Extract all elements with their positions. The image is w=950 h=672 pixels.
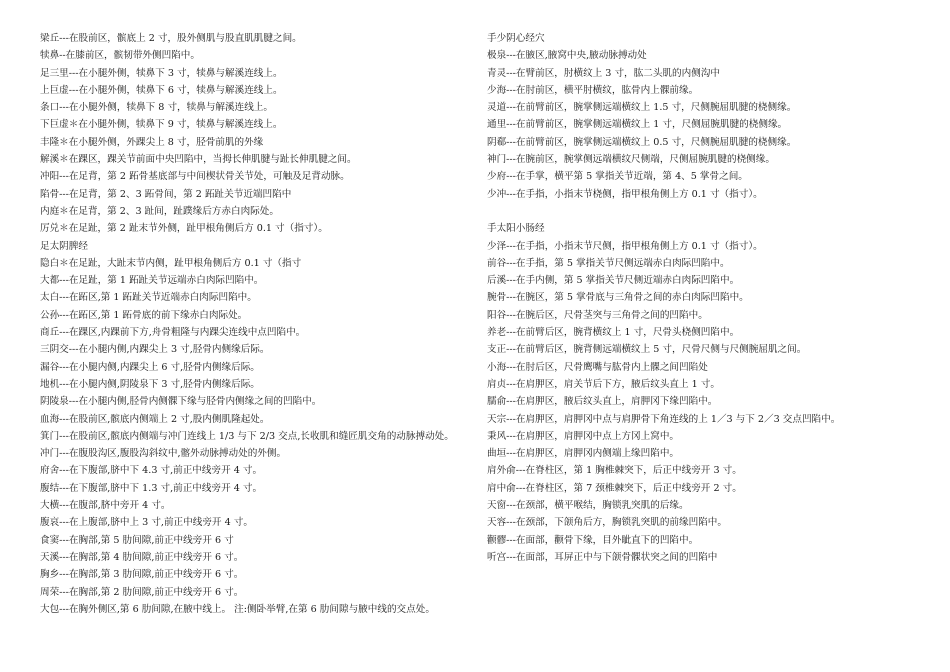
left-column-line: 足太阴脾经 — [40, 240, 88, 252]
left-column-line: 大包---在胸外侧区,第 6 肋间隙,在腋中线上。 注:侧卧举臂,在第 6 肋间隙与腋中线的交点处。 — [40, 603, 435, 615]
left-column-line: 腹结---在下腹部,脐中下 1.3 寸,前正中线旁开 4 寸。 — [40, 482, 263, 494]
left-column-line: 犊鼻--在膝前区，髌韧带外侧凹陷中。 — [40, 50, 200, 62]
left-column-line: 足三里---在小腿外侧，犊鼻下 3 寸，犊鼻与解溪连线上。 — [40, 67, 283, 79]
right-column-line: 前谷---在手指，第 5 掌指关节尺侧远端赤白肉际凹陷中。 — [487, 257, 730, 269]
right-column-line: 少海---在肘前区，横平肘横纹，肱骨内上髁前缘。 — [487, 84, 699, 96]
left-column-line: 冲阳---在足背，第 2 跖骨基底部与中间楔状骨关节处，可触及足背动脉。 — [40, 171, 350, 183]
left-column-line: 地机---在小腿内侧,阴陵泉下 3 寸,胫骨内侧缘后际。 — [40, 378, 260, 390]
left-column-line: 大都---在足趾，第 1 跖趾关节远端赤白肉际凹陷中。 — [40, 275, 264, 287]
left-column-line: 下巨虚＊在小腿外侧，犊鼻下 9 寸，犊鼻与解溪连线上。 — [40, 119, 283, 131]
left-column-line: 隐白＊在足趾，大趾末节内侧，趾甲根角侧后方 0.1 寸（指寸 — [40, 257, 302, 269]
right-column-line — [487, 203, 927, 220]
right-column-line: 通里---在前臂前区，腕掌侧远端横纹上 1 寸，尺侧屈腕肌腱的桡侧缘。 — [487, 119, 788, 131]
right-column-line: 少冲---在手指，小指末节桡侧，指甲根角侧上方 0.1 寸（指寸）。 — [487, 188, 763, 200]
left-column-line: 公孙---在跖区,第 1 跖骨底的前下缘赤白肉际处。 — [40, 309, 248, 321]
right-column-line: 极泉---在腋区,腋窝中央,腋动脉搏动处 — [487, 50, 647, 62]
left-column-line: 太白---在跖区,第 1 跖趾关节近端赤白肉际凹陷中。 — [40, 292, 257, 304]
left-column-line: 厉兑＊在足趾，第 2 趾末节外侧，趾甲根角侧后方 0.1 寸（指寸）。 — [40, 223, 328, 235]
left-column-line: 丰隆＊在小腿外侧，外踝尖上 8 寸，胫骨前肌的外缘 — [40, 136, 264, 148]
right-column-line: 腕骨---在腕区，第 5 掌骨底与三角骨之间的赤白肉际凹陷中。 — [487, 292, 749, 304]
right-column-line: 肩贞---在肩胛区，肩关节后下方，腋后纹头直上 1 寸。 — [487, 378, 720, 390]
left-column-line: 食窦---在胸部,第 5 肋间隙,前正中线旁开 6 寸 — [40, 534, 234, 546]
left-column-line: 冲门---在腹股沟区,腹股沟斜纹中,髂外动脉搏动处的外侧。 — [40, 448, 287, 460]
right-column-line: 秉风---在肩胛区，肩胛冈中点上方冈上窝中。 — [487, 430, 680, 442]
right-column-line: 养老---在前臂后区，腕背横纹上 1 寸，尺骨头桡侧凹陷中。 — [487, 327, 740, 339]
left-column-line: 陷骨---在足背，第 2、3 跖骨间，第 2 跖趾关节近端凹陷中 — [40, 188, 292, 200]
right-column-line: 阴郗---在前臂前区，腕掌侧远端横纹上 0.5 寸，尺侧腕屈肌腱的桡侧缘。 — [487, 136, 797, 148]
right-column-line: 颧髎---在面部，颧骨下缘，目外眦直下的凹陷中。 — [487, 534, 699, 546]
left-column-line: 胸乡---在胸部,第 3 肋间隙,前正中线旁开 6 寸。 — [40, 569, 244, 581]
left-column-line: 府舍---在下腹部,脐中下 4.3 寸,前正中线旁开 4 寸。 — [40, 465, 263, 477]
right-column-line: 阳谷---在腕后区，尺骨茎突与三角骨之间的凹陷中。 — [487, 309, 708, 321]
left-column-line: 天溪---在胸部,第 4 肋间隙,前正中线旁开 6 寸。 — [40, 551, 244, 563]
left-column-line: 三阴交---在小腿内侧,内踝尖上 3 寸,胫骨内侧缘后际。 — [40, 344, 270, 356]
left-column-line: 条口---在小腿外侧，犊鼻下 8 寸，犊鼻与解溪连线上。 — [40, 102, 273, 114]
left-column-line: 周荣---在胸部,第 2 肋间隙,前正中线旁开 6 寸。 — [40, 586, 244, 598]
right-column-line: 手少阴心经穴 — [487, 33, 545, 44]
left-column-line: 上巨虚---在小腿外侧，犊鼻下 6 寸，犊鼻与解溪连线上。 — [40, 84, 283, 96]
right-column-line: 手太阳小肠经 — [487, 223, 545, 235]
left-column-line: 漏谷---在小腿内侧,内踝尖上 6 寸,胫骨内侧缘后际。 — [40, 361, 260, 373]
left-column-line: 大横---在腹部,脐中旁开 4 寸。 — [40, 500, 171, 512]
right-column-line: 后溪---在手内侧，第 5 掌指关节尺侧近端赤白肉际凹陷中。 — [487, 275, 740, 287]
right-column-line: 青灵---在臂前区，肘横纹上 3 寸，肱二头肌的内侧沟中 — [487, 67, 720, 79]
right-column-line: 天容---在颈部，下颌角后方，胸锁乳突肌的前缘凹陷中。 — [487, 517, 727, 529]
left-column-line: 阴陵泉---在小腿内侧,胫骨内侧髁下缘与胫骨内侧缘之间的凹陷中。 — [40, 396, 322, 408]
right-column-line: 灵道---在前臂前区，腕掌侧远端横纹上 1.5 寸，尺侧腕屈肌腱的桡侧缘。 — [487, 102, 797, 114]
right-column-line: 支正---在前臂后区，腕背侧远端横纹上 5 寸，尺骨尺侧与尺侧腕屈肌之间。 — [487, 344, 807, 356]
right-column-line: 天宗---在肩胛区，肩胛冈中点与肩胛骨下角连线的上 1／3 与下 2／3 交点凹陷中。 — [487, 413, 841, 425]
left-column-line: 解溪＊在踝区，踝关节前面中央凹陷中，当拇长伸肌腱与趾长伸肌腱之间。 — [40, 154, 357, 166]
right-column-line: 小海---在肘后区，尺骨鹰嘴与肱骨内上髁之间凹陷处 — [487, 361, 708, 373]
left-column-line: 腹哀---在上腹部,脐中上 3 寸,前正中线旁开 4 寸。 — [40, 517, 253, 529]
right-column-line: 少府---在手掌，横平第 5 掌指关节近端，第 4、5 掌骨之间。 — [487, 171, 748, 183]
right-column-line: 肩外俞---在脊柱区，第 1 胸椎棘突下，后正中线旁开 3 寸。 — [487, 465, 742, 477]
left-column-line: 箕门---在股前区,髌底内侧端与冲门连线上 1/3 与下 2/3 交点,长收肌和缝匠肌交角的动脉搏动处。 — [40, 430, 454, 442]
left-column-line: 内庭＊在足背，第 2、3 趾间，趾蹼缘后方赤白肉际处。 — [40, 205, 279, 217]
right-column-line: 肩中俞---在脊柱区，第 7 颈椎棘突下，后正中线旁开 2 寸。 — [487, 482, 742, 494]
left-text-column — [40, 30, 460, 618]
left-column-line: 梁丘---在股前区，髌底上 2 寸，股外侧肌与股直肌肌腱之间。 — [40, 33, 302, 44]
right-column-line: 曲垣---在肩胛区，肩胛冈内侧端上缘凹陷中。 — [487, 448, 680, 460]
left-column-line: 商丘---在踝区,内踝前下方,舟骨粗隆与内踝尖连线中点凹陷中。 — [40, 327, 306, 339]
left-column-line: 血海---在股前区,髌底内侧端上 2 寸,股内侧肌隆起处。 — [40, 413, 270, 425]
right-column-line: 听宫---在面部，耳屏正中与下颌骨髁状突之间的凹陷中 — [487, 551, 718, 563]
right-column-line: 少泽---在手指，小指末节尺侧，指甲根角侧上方 0.1 寸（指寸）。 — [487, 240, 763, 252]
right-column-line: 天窗---在颈部，横平喉结，胸锁乳突肌的后缘。 — [487, 500, 689, 512]
right-column-line: 神门---在腕前区，腕掌侧远端横纹尺侧端，尺侧屈腕肌腱的桡侧缘。 — [487, 154, 775, 166]
right-text-column — [487, 30, 927, 566]
right-column-line: 臑俞---在肩胛区，腋后纹头直上，肩胛冈下缘凹陷中。 — [487, 396, 718, 408]
